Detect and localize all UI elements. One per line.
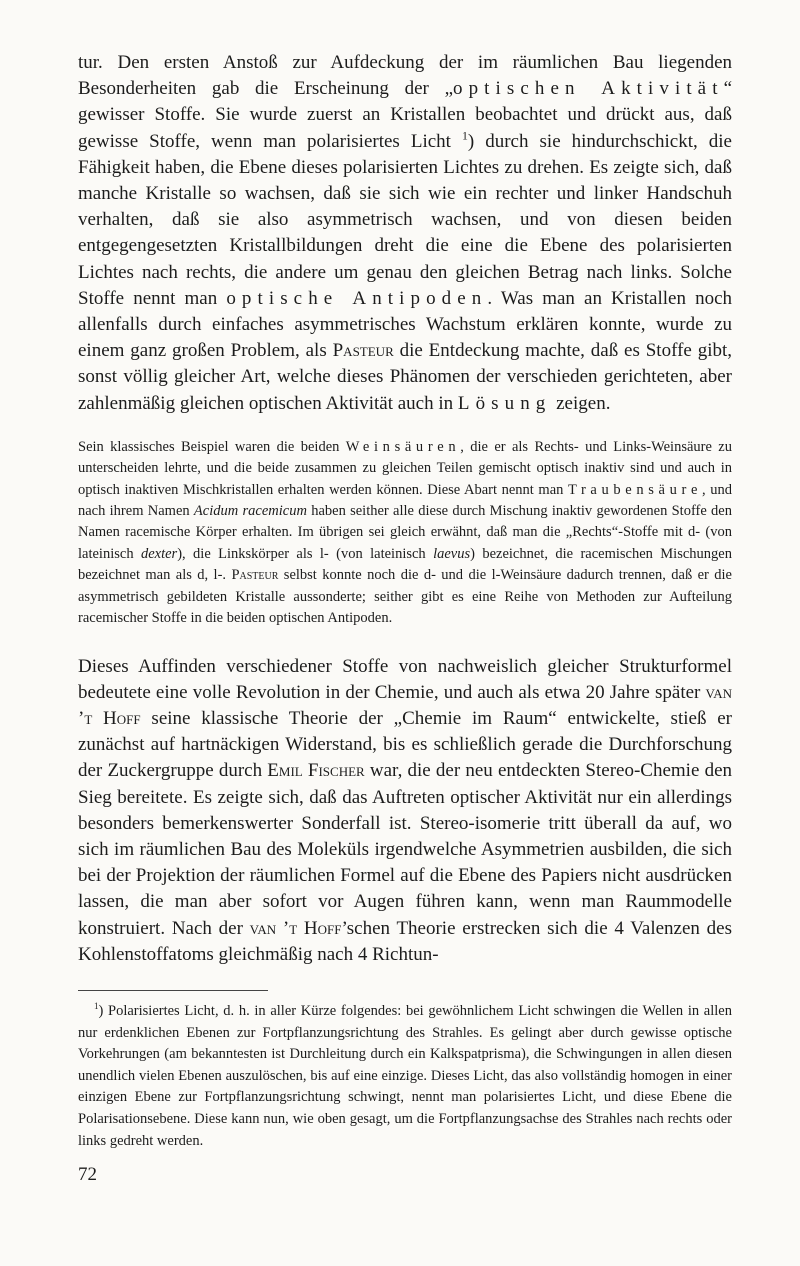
text-run: haben seither alle diese durch Mischung inaktiv gewordenen Stoffe den Namen racemische Körper erhalten. Im übrigen sei gleich erwähnt, daß man die „Rechts“-Stoffe mit d- (von lateinisch [78, 503, 732, 562]
footnote-divider [78, 990, 268, 991]
spaced-term-racemic-acid: Traubensäure [567, 481, 703, 498]
name-van-t-hoff: van ’t Hoff [249, 917, 342, 939]
text-run: seine klassische Theorie der „Chemie im Raum“ entwickelte, stieß er zunächst auf hartnäckigen Widerstand, bis es schließlich gerade die Durchforschung der Zuckergruppe durch [78, 707, 732, 782]
latin-term-acidum-racemicum: Acidum racemicum [193, 503, 307, 520]
footnote-marker: 1 [94, 1001, 99, 1012]
page-number: 72 [78, 1164, 97, 1186]
text-run: Dieses Auffinden verschiedener Stoffe von nachweislich gleicher Strukturformel bedeutete eine volle Revolution in der Chemie, und auch als etwa 20 Jahre später [78, 655, 732, 703]
text-run: . Was man an Kristallen noch allenfalls durch einfaches asymmetrisches Wachstum erklären konnte, wurde zu einem ganz großen Problem, als [78, 287, 733, 362]
footnote [78, 1001, 732, 1152]
spaced-term-solution: Lösung [457, 392, 552, 414]
latin-term-laevus: laevus [433, 545, 471, 562]
text-run: die Entdeckung machte, daß es Stoffe gibt, sonst völlig gleicher Art, welche dieses Phänomen der verschieden gerichteten, aber zahlenmäßig gleichen optischen Aktivität auch in [78, 340, 733, 414]
latin-term-dexter: dexter [140, 545, 178, 562]
text-run: “ gewisser Stoffe. Sie wurde zuerst an Kristallen beobachtet und drückt aus, daß gewisse Stoffe, wenn man polarisiertes Licht [78, 78, 732, 152]
name-emil-fischer: Emil Fischer [267, 760, 365, 782]
spaced-term-optical-antipodes: optische Antipoden [226, 287, 488, 309]
text-run: ), die Linkskörper als l- (von lateinisch [177, 545, 434, 562]
text-run: ) durch sie hindurchschickt, die Fähigkeit haben, die Ebene dieses polarisierten Lichtes zu drehen. Es zeigte sich, daß manche Kristalle so wachsen, daß sie sich wie ein rechter und linker Handschuh verhalten, daß sie also asymmetrisch wachsen, und von diesen beiden entgegengesetzten Kristallbildungen dreht die eine die Ebene des polarisierten Lichtes nach rechts, die andere um genau den gleichen Betrag nach links. Solche Stoffe nennt man [78, 130, 732, 309]
text-run: , und nach ihrem Namen [78, 481, 733, 520]
text-run: tur. Den ersten Anstoß zur Aufdeckung der im räumlichen Bau liegenden Besonderheiten gab die Erscheinung der „ [78, 52, 732, 100]
text-run: ’schen Theorie erstrecken sich die 4 Valenzen des Kohlenstoffatoms gleichmäßig nach 4 Richtun- [78, 917, 733, 965]
name-pasteur: Pasteur [231, 567, 279, 584]
name-pasteur: Pasteur [332, 340, 394, 362]
footnote-text: ) Polarisiertes Licht, d. h. in aller Kürze folgendes: bei gewöhnlichem Licht schwingen die Wellen in allen nur erdenklichen Ebenen zur Fortpflanzungsrichtung des Strahles. Es gelingt aber durch gewisse optische Vorkehrungen (am bekanntesten ist Durchleitung durch ein Kalkspatprisma), die Schwingungen in allen diesen unendlich vielen Ebenen auszulöschen, bis auf eine einzige. Dieses Licht, das also vollständig homogen in einer einzigen Ebene zur Fortpflanzungsrichtung schwingt, nennt man polarisiertes Licht, und diese Ebene die Polarisationsebene. Diese kann nun, wie oben gesagt, um die Fortpflanzungsachse des Strahles nach rechts oder links gedreht werden. [78, 1002, 732, 1149]
footnote-reference: 1 [461, 129, 468, 143]
text-run: war, die der neu entdeckten Stereo-Chemie den Sieg bereitete. Es zeigte sich, daß das Auftreten optischer Aktivität nur ein allerdings besonders bemerkenswerter Sonderfall ist. Stereo-isomerie tritt überall da auf, wo sich im räumlichen Bau des Moleküls irgendwelche Asymmetrien ausbilden, die sich bei der Projektion der räumlichen Formel auf die Ebene des Papiers nicht ausdrücken lassen, die man aber sofort vor Augen führen kann, wenn man Raummodelle konstruiert. Nach der [78, 760, 733, 939]
name-van-t-hoff: van ’t Hoff [78, 681, 732, 729]
paragraph-tartaric-acid [78, 437, 732, 630]
text-run: , die er als Rechts- und Links-Weinsäure zu unterscheiden lehrte, und die beide zusammen zu gleichen Teilen gemischt optisch inaktiv sind und auch in optisch inaktiven Mischkristallen erhalten werden können. Diese Abart nennt man [78, 438, 732, 498]
paragraph-stereochemistry [78, 654, 732, 968]
spaced-term-tartaric-acids: Weinsäuren [345, 438, 461, 455]
text-run: ) bezeichnet, die racemischen Mischungen bezeichnet man als d, l-. [78, 545, 732, 584]
text-run: Sein klassisches Beispiel waren die beiden [78, 438, 346, 455]
text-run: zeigen. [551, 392, 611, 414]
paragraph-optical-activity [78, 50, 732, 417]
spaced-term-optical-activity: optischen Aktivität [453, 78, 724, 100]
text-run: selbst konnte noch die d- und die l-Weinsäure dadurch trennen, daß er die asymmetrisch gebildeten Kristalle aussonderte; seither gibt es eine Reihe von Methoden zur Aufteilung racemischer Stoffe in die beiden optischen Antipoden. [78, 567, 732, 627]
